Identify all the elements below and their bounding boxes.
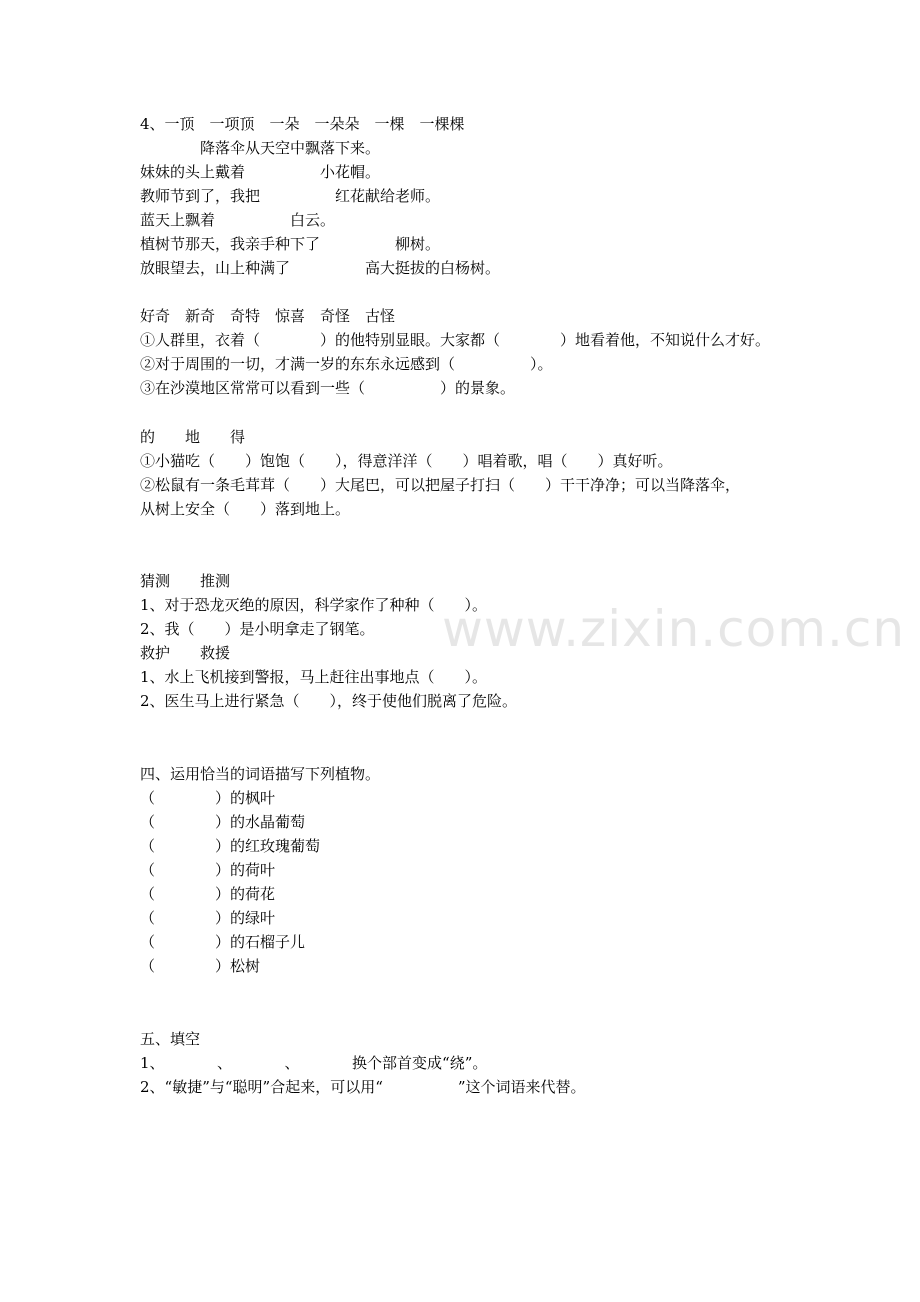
text-line: ①小猫吃（ ）饱饱（ ），得意洋洋（ ）唱着歌，唱（ ）真好听。 — [140, 452, 673, 470]
word-choice-line: 的 地 得 — [140, 428, 246, 446]
text-line: 从树上安全（ ）落到地上。 — [140, 500, 351, 518]
text-line: （ ）的绿叶 — [140, 909, 276, 927]
text-line: 1、 、 、 换个部首变成“绕”。 — [140, 1054, 488, 1072]
text-line: 2、“敏捷”与“聪明”合起来，可以用“ ”这个词语来代替。 — [140, 1078, 586, 1096]
word-choice-line: 救护 救援 — [140, 644, 231, 662]
text-line: 4、一顶 一项顶 一朵 一朵朵 一棵 一棵棵 — [140, 115, 465, 133]
text-line: 2、我（ ）是小明拿走了钢笔。 — [140, 620, 375, 638]
text-line: 1、水上飞机接到警报，马上赶往出事地点（ ）。 — [140, 668, 488, 686]
text-line: （ ）的水晶葡萄 — [140, 813, 306, 831]
text-line: 教师节到了，我把 红花献给老师。 — [140, 187, 441, 205]
text-line: ②对于周围的一切，才满一岁的东东永远感到（ ）。 — [140, 355, 553, 373]
word-choice-line: 好奇 新奇 奇特 惊喜 奇怪 古怪 — [140, 307, 396, 325]
text-line: ①人群里，衣着（ ）的他特别显眼。大家都（ ）地看着他，不知说什么才好。 — [140, 331, 771, 349]
word-choice-line: 猜测 推测 — [140, 572, 231, 590]
text-line: 1、对于恐龙灭绝的原因，科学家作了种种（ ）。 — [140, 596, 488, 614]
text-line: 蓝天上飘着 白云。 — [140, 211, 336, 229]
text-line: （ ）的石榴子儿 — [140, 933, 306, 951]
section-heading: 四、运用恰当的词语描写下列植物。 — [140, 765, 381, 783]
text-line: 植树节那天，我亲手种下了 柳树。 — [140, 235, 441, 253]
text-line: （ ）松树 — [140, 957, 261, 975]
text-line: 降落伞从天空中飘落下来。 — [140, 139, 381, 157]
watermark: www.zixin.com.cn — [442, 600, 906, 658]
text-line: ③在沙漠地区常常可以看到一些（ ）的景象。 — [140, 379, 516, 397]
text-line: （ ）的红玫瑰葡萄 — [140, 837, 321, 855]
text-line: （ ）的枫叶 — [140, 789, 276, 807]
text-line: 妹妹的头上戴着 小花帽。 — [140, 163, 381, 181]
text-line: ②松鼠有一条毛茸茸（ ）大尾巴，可以把屋子打扫（ ）干干净净；可以当降落伞， — [140, 476, 741, 494]
text-line: （ ）的荷叶 — [140, 861, 276, 879]
text-line: 2、医生马上进行紧急（ ），终于使他们脱离了危险。 — [140, 692, 518, 710]
text-line: （ ）的荷花 — [140, 885, 276, 903]
text-line: 放眼望去，山上种满了 高大挺拔的白杨树。 — [140, 259, 501, 277]
section-heading: 五、填空 — [140, 1030, 201, 1048]
